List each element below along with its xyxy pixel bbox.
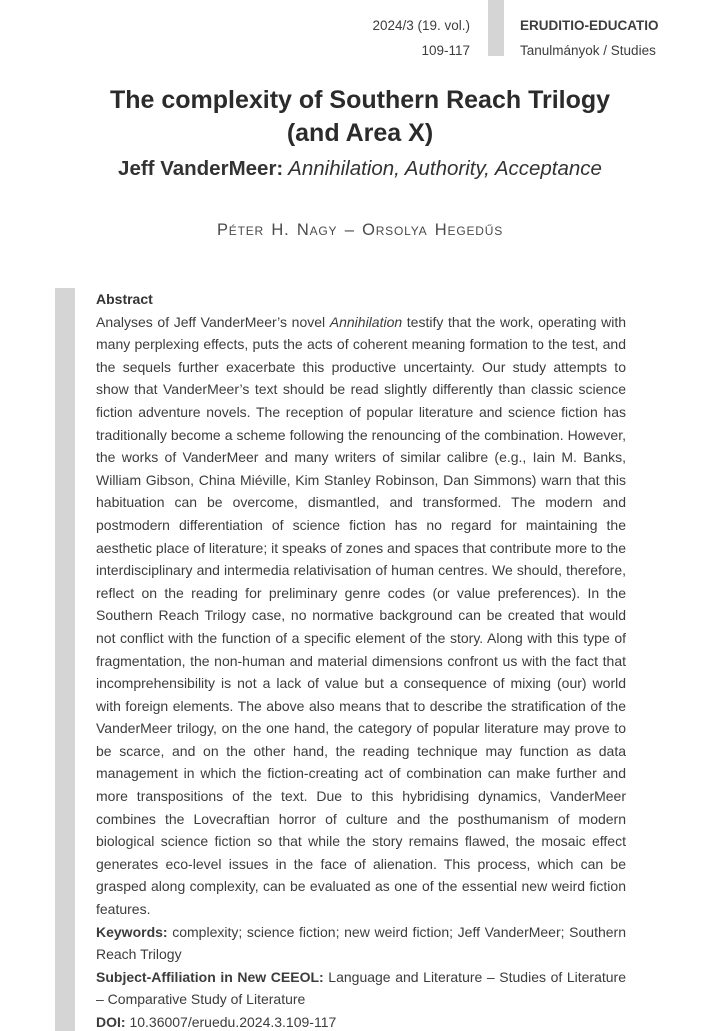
- article-subtitle: [0, 156, 720, 182]
- abstract-content: [96, 288, 626, 1031]
- doi-line: [96, 1011, 626, 1031]
- journal-info: [520, 13, 659, 63]
- journal-name: ERUDITIO-EDUCATIO: [520, 18, 659, 33]
- subtitle-works: Annihilation, Authority, Acceptance: [283, 157, 602, 180]
- authors-line: Péter H. Nagy – Orsolya Hegedűs: [217, 221, 503, 239]
- subject-affiliation-line: [96, 966, 626, 1011]
- abstract-block: [55, 288, 626, 1031]
- issue-info: [372, 13, 470, 63]
- subject-text: Language and Literature – Studies of Literature – Comparative Study of Literature: [96, 968, 627, 1008]
- subject-label: Subject-Affiliation in New CEEOL:: [96, 968, 324, 985]
- doi-text: 10.36007/eruedu.2024.3.109-117: [125, 1014, 337, 1030]
- journal-section: Tanulmányok / Studies: [520, 43, 656, 58]
- article-title-line1: The complexity of Southern Reach Trilogy: [109, 86, 611, 114]
- doi-label: DOI:: [96, 1014, 126, 1030]
- abstract-heading: Abstract: [96, 291, 153, 307]
- left-accent-bar: [55, 288, 75, 1031]
- keywords-line: [96, 921, 626, 966]
- abstract-segment: Annihilation: [329, 313, 403, 330]
- abstract-segment: testify that the work, operating with many perplexing effects, puts the acts of coherent meaning formation to the test, and the sequels further exacerbate this productive uncertainty. Our study attempts to show that VanderMeer’s text should be read slightly differently than classic science fiction adventure novels. The reception of popular literature and science fiction has traditionally become a scheme following the renouncing of the combination. However, the works of VanderMeer and many writers of similar calibre (e.g., Iain M. Banks, William Gibson, China Miéville, Kim Stanley Robinson, Dan Simmons) warn that this habituation can be overcome, dismantled, and transformed. The modern and postmodern differentiation of science fiction has no regard for maintaining the aesthetic place of literature; it speaks of zones and spaces that contribute more to the interdisciplinary and intermedia relativisation of human centres. We should, therefore, reflect on the reading for preliminary genre codes (or value preferences). In the Southern Reach Trilogy case, no normative background can be created that would not conflict with the function of a specific element of the story. Along with this type of fragmentation, the non-human and material dimensions confront us with the fact that incomprehensibility is not a lack of value but a consequence of mixing (our) world with foreign elements. The above also means that to describe the stratification of the VanderMeer trilogy, on the one hand, the category of popular literature may prove to be scarce, and on the other hand, the reading technique may function as data management in which the fiction-creating act of combination can make further and more transpositions of the text. Due to this hybridising dynamics, VanderMeer combines the Lovecraftian horror of culture and the posthumanism of modern biological science fiction so that while the story remains flawed, the mosaic effect generates eco-level issues in the face of alienation. This process, which can be grasped along complexity, can be evaluated as one of the essential new weird fiction features.: [96, 313, 626, 918]
- article-title: [0, 84, 720, 150]
- article-title-line2: (and Area X): [286, 119, 434, 147]
- abstract-segment: Analyses of Jeff VanderMeer’s novel: [96, 313, 330, 330]
- header-divider-bar: [488, 0, 504, 56]
- subtitle-author-label: Jeff VanderMeer:: [118, 157, 284, 180]
- keywords-text: complexity; science fiction; new weird fiction; Jeff VanderMeer; Southern Reach Trilogy: [96, 923, 626, 963]
- issue-pages: 109-117: [421, 43, 470, 58]
- keywords-label: Keywords:: [96, 923, 168, 940]
- abstract-text: [96, 311, 626, 921]
- issue-volume: 2024/3 (19. vol.): [372, 18, 470, 33]
